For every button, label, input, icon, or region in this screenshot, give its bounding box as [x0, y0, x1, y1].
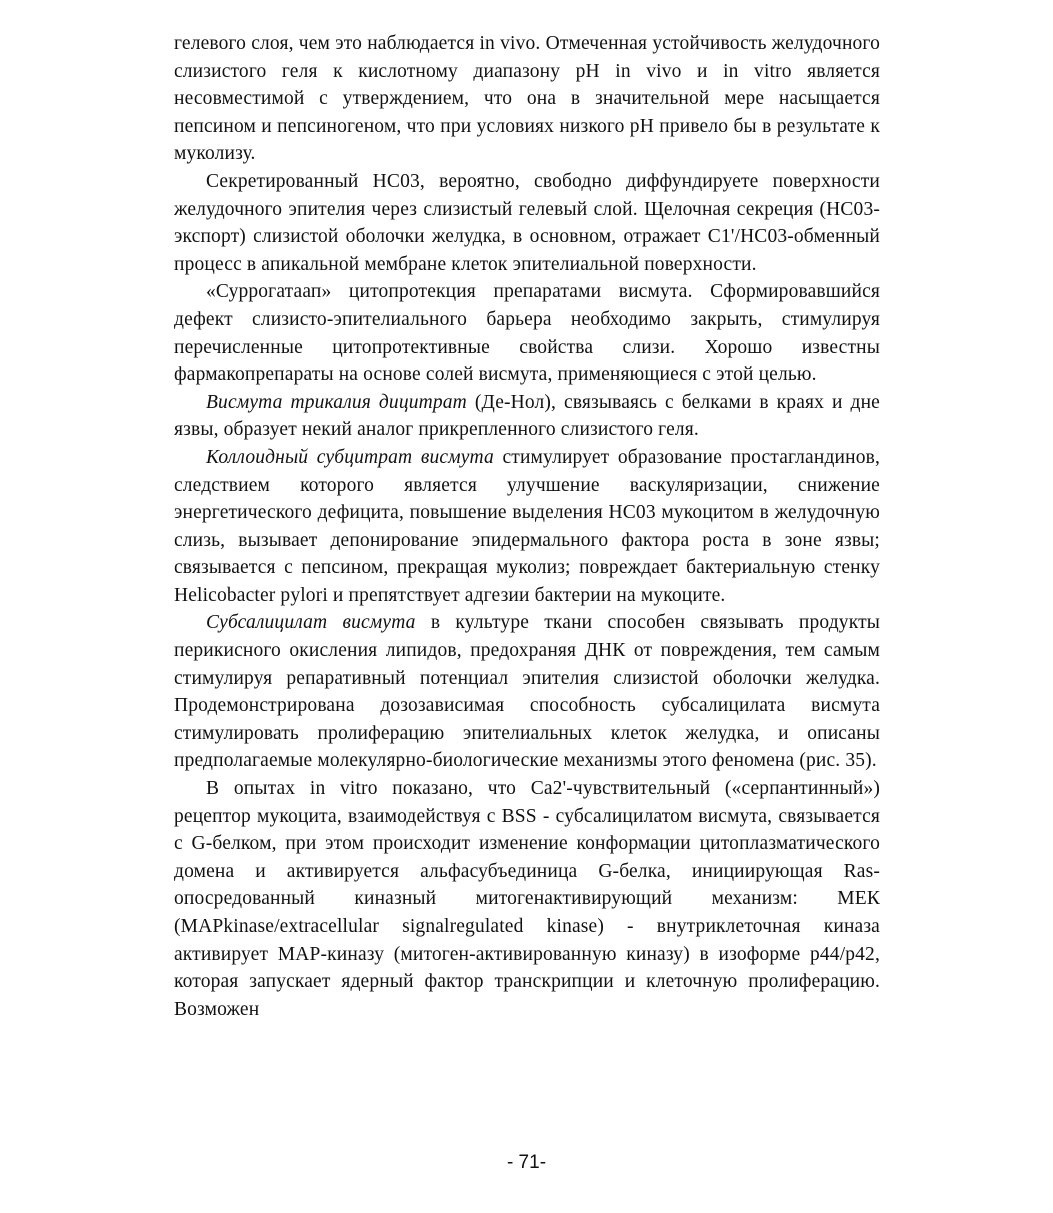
- paragraph-1: [174, 30, 880, 168]
- paragraph-4-text: (Де-Нол), связываясь с белками в краях и дне язвы, образует некий аналог прикрепленного слизистого геля.: [174, 391, 880, 441]
- paragraph-5: [174, 444, 880, 610]
- paragraph-5-lead: Коллоидный субцитрат висмута: [206, 446, 494, 468]
- paragraph-7-text: В опытах in vitro показано, что Са2'-чувствительный («серпантинный») рецептор мукоцита, взаимодействуя с BSS - субсалицилатом висмута, связывается с G-белком, при этом происходит изменение конформации цитоплазматического домена и активируется альфасубъединица G-белка, инициирующая Ras-опосредованный киназный митогенактивирующий механизм: МЕК (MAPkinase/extracellular signalregulated kinase) - внутриклеточная киназа активирует MAP-киназу (митоген-активированную киназу) в изоформе р44/р42, которая запускает ядерный фактор транскрипции и клеточную пролиферацию. Возможен: [174, 778, 880, 1020]
- paragraph-6-lead: Субсалицилат висмута: [206, 612, 416, 634]
- paragraph-6-text: в культуре ткани способен связывать продукты перикисного окисления липидов, предохраняя ДНК от повреждения, тем самым стимулируя репаративный потенциал эпителия слизистой оболочки желудка. Продемонстрирована дозозависимая способность субсалицилата висмута стимулировать пролиферацию эпителиальных клеток желудка, и описаны предполагаемые молекулярно-биологические механизмы этого феномена (рис. 35).: [174, 612, 880, 772]
- paragraph-4-lead: Висмута трикалия дицитрат: [206, 391, 467, 413]
- paragraph-4: [174, 389, 880, 444]
- page-body: [174, 30, 880, 1023]
- paragraph-7: [174, 775, 880, 1023]
- paragraph-6: [174, 609, 880, 775]
- paragraph-5-text: стимулирует образование простагландинов, следствием которого является улучшение васкуляризации, снижение энергетического дефицита, повышение выделения НС03 мукоцитом в желудочную слизь, вызывает депонирование эпидермального фактора роста в зоне язвы; связывается с пепсином, прекращая муколиз; повреждает бактериальную стенку Helicobacter pylori и препятствует адгезии бактерии на мукоците.: [174, 446, 880, 606]
- page-number: - 71-: [506, 1152, 547, 1173]
- paragraph-2: [174, 168, 880, 278]
- paragraph-2-text: Секретированный НС03, вероятно, свободно диффундируете поверхности желудочного эпителия через слизистый гелевый слой. Щелочная секреция (НС03-экспорт) слизистой оболочки желудка, в основном, отражает С1'/НС03-обменный процесс в апикальной мембране клеток эпителиальной поверхности.: [174, 170, 880, 275]
- paragraph-3-text: «Суррогатаап» цитопротекция препаратами висмута. Сформировавшийся дефект слизисто-эпителиального барьера необходимо закрыть, стимулируя перечисленные цитопротективные свойства слизи. Хорошо известны фармакопрепараты на основе солей висмута, применяющиеся с этой целью.: [174, 281, 880, 386]
- paragraph-1-text: гелевого слоя, чем это наблюдается in vivo. Отмеченная устойчивость желудочного слизистого геля к кислотному диапазону pH in vivo и in vitro является несовместимой с утверждением, что она в значительной мере насыщается пепсином и пепсиногеном, что при условиях низкого pH привело бы в результате к муколизу.: [174, 33, 880, 165]
- paragraph-3: [174, 278, 880, 388]
